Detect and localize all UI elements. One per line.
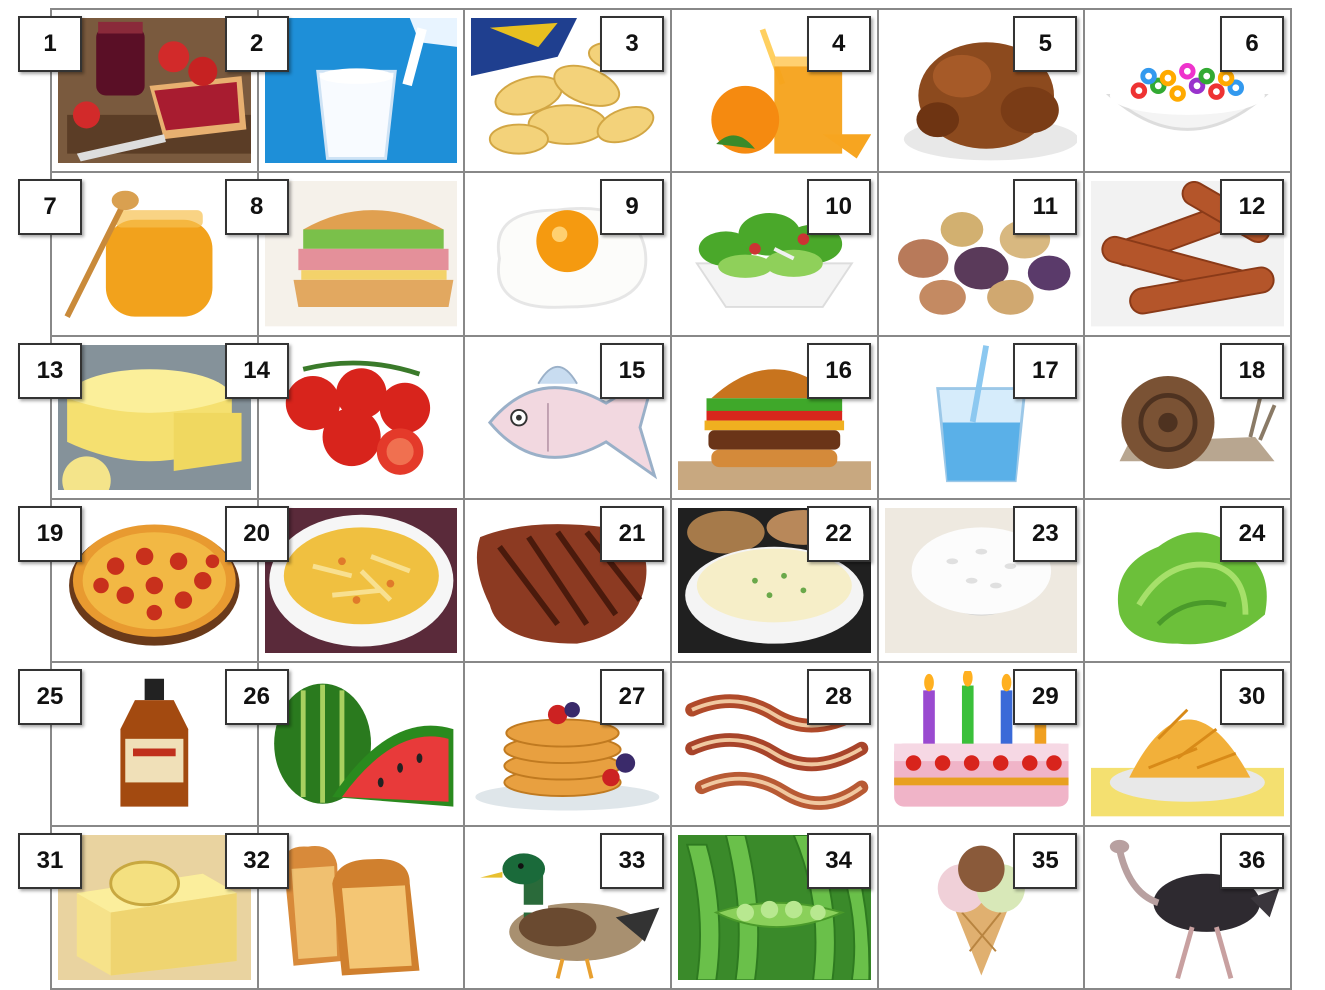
food-card: [465, 173, 672, 336]
card-number-label: 29: [1013, 669, 1077, 725]
food-card: [243, 500, 466, 663]
food-card: [879, 500, 1086, 663]
food-card: [879, 827, 1086, 990]
card-number-label: 35: [1013, 833, 1077, 889]
food-card: [243, 337, 466, 500]
card-number-label: 17: [1013, 343, 1077, 399]
jam-strawberry-toast-icon: [58, 18, 251, 163]
card-number-label: 33: [600, 833, 664, 889]
card-number-label: 8: [225, 179, 289, 235]
food-card: [672, 173, 879, 336]
cheese-wheel-icon: [58, 345, 251, 490]
card-number-label: 5: [1013, 16, 1077, 72]
card-number-label: 25: [18, 669, 82, 725]
honey-jar-icon: [58, 181, 251, 326]
milk-glass-icon: [265, 18, 458, 163]
card-number-label: 6: [1220, 16, 1284, 72]
card-number-label: 34: [807, 833, 871, 889]
card-number-label: 4: [807, 16, 871, 72]
tomatoes-icon: [265, 345, 458, 490]
card-number-label: 31: [18, 833, 82, 889]
food-card: [465, 663, 672, 826]
card-number-label: 15: [600, 343, 664, 399]
food-card: [879, 663, 1086, 826]
card-number-label: 13: [18, 343, 82, 399]
food-card: [1085, 500, 1292, 663]
food-card: [672, 337, 879, 500]
card-number-label: 19: [18, 506, 82, 562]
food-card: [249, 173, 466, 336]
card-number-label: 16: [807, 343, 871, 399]
food-card: [879, 10, 1086, 173]
food-card: [879, 337, 1086, 500]
butter-icon: [58, 835, 251, 980]
food-card: [465, 337, 672, 500]
card-number-label: 14: [225, 343, 289, 399]
toast-slices-icon: [265, 835, 458, 980]
card-number-label: 9: [600, 179, 664, 235]
food-card: [1085, 173, 1292, 336]
sandwich-icon: [265, 181, 458, 326]
food-card: [1085, 10, 1292, 173]
card-number-label: 36: [1220, 833, 1284, 889]
soup-bowl-icon: [265, 508, 458, 653]
food-card: [243, 827, 466, 990]
food-card: [672, 663, 879, 826]
card-number-label: 20: [225, 506, 289, 562]
card-number-label: 10: [807, 179, 871, 235]
card-number-label: 28: [807, 669, 871, 725]
food-card: [1085, 337, 1292, 500]
food-card: [1085, 827, 1292, 990]
food-card: [249, 10, 466, 173]
watermelon-icon: [265, 671, 458, 816]
card-number-label: 26: [225, 669, 289, 725]
card-number-label: 7: [18, 179, 82, 235]
card-number-label: 3: [600, 16, 664, 72]
food-card: [672, 500, 879, 663]
food-card: [672, 10, 879, 173]
card-number-label: 1: [18, 16, 82, 72]
card-number-label: 24: [1220, 506, 1284, 562]
card-number-label: 22: [807, 506, 871, 562]
food-card: [465, 10, 672, 173]
pizza-icon: [58, 508, 251, 653]
food-card: [465, 500, 672, 663]
card-number-label: 11: [1013, 179, 1077, 235]
card-number-label: 27: [600, 669, 664, 725]
card-number-label: 32: [225, 833, 289, 889]
card-number-label: 30: [1220, 669, 1284, 725]
food-picture-grid: [36, 8, 1292, 990]
card-number-label: 18: [1220, 343, 1284, 399]
card-number-label: 2: [225, 16, 289, 72]
food-card: [465, 827, 672, 990]
maple-syrup-bottle-icon: [58, 671, 251, 816]
food-card: [672, 827, 879, 990]
food-card: [1085, 663, 1292, 826]
food-card: [879, 173, 1086, 336]
food-card: [243, 663, 466, 826]
card-number-label: 12: [1220, 179, 1284, 235]
card-number-label: 23: [1013, 506, 1077, 562]
card-number-label: 21: [600, 506, 664, 562]
